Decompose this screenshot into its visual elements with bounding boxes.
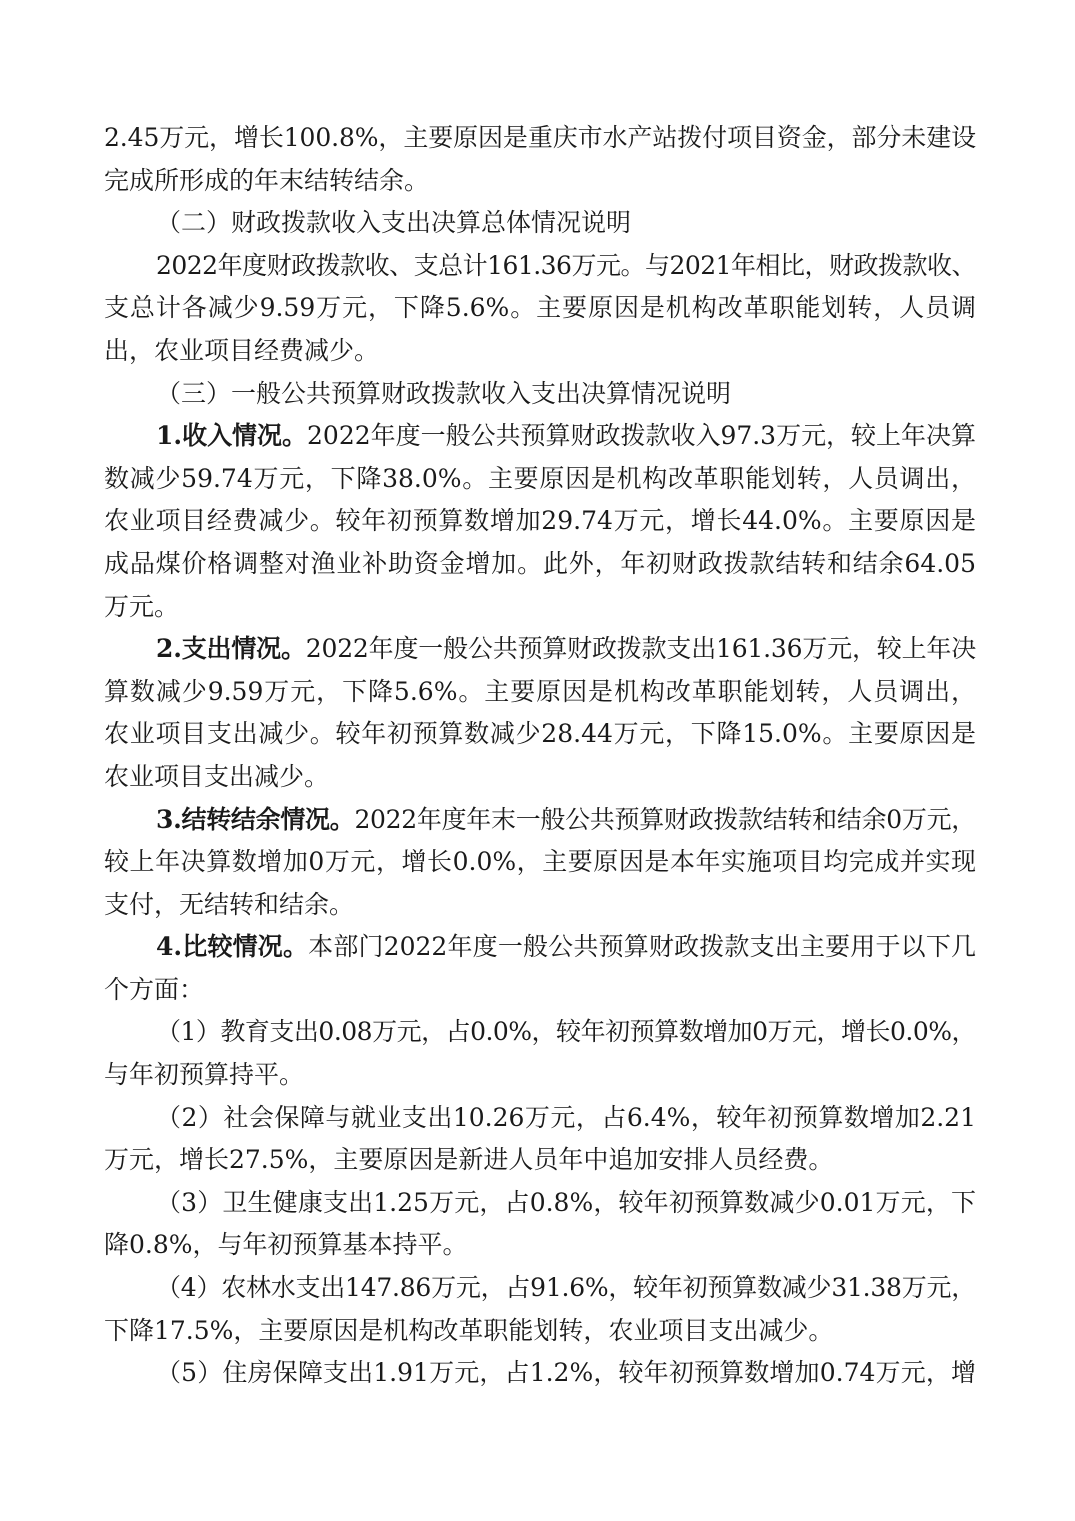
- paragraph-line: [104, 756, 976, 799]
- line-text: 下降17.5%，主要原因是机构改革职能划转，农业项目支出减少。: [104, 1315, 834, 1345]
- line-text: 算数减少9.59万元，下降5.6%。主要原因是机构改革职能划转，人员调出，: [104, 676, 976, 706]
- paragraph-line: [104, 500, 976, 543]
- paragraph-line: [104, 799, 976, 842]
- paragraph-line: [104, 330, 976, 373]
- list-item-line: [104, 1182, 976, 1225]
- paragraph-line: [104, 160, 976, 203]
- list-item-line: [104, 1097, 976, 1140]
- subheading-text: 1.收入情况。: [156, 421, 308, 451]
- section-heading: [104, 373, 976, 416]
- line-text: 农业项目支出减少。: [104, 761, 330, 791]
- line-text: （1）教育支出0.08万元，占0.0%，较年初预算数增加0万元，增长0.0%，: [156, 1017, 976, 1047]
- paragraph-line: [104, 1054, 976, 1097]
- paragraph-line: [104, 245, 976, 288]
- list-item-line: [104, 1011, 976, 1054]
- line-text: 万元。: [104, 591, 180, 621]
- line-text: 成品煤价格调整对渔业补助资金增加。此外，年初财政拨款结转和结余64.05: [104, 548, 976, 578]
- paragraph-line: [104, 1139, 976, 1182]
- line-text: （2）社会保障与就业支出10.26万元，占6.4%，较年初预算数增加2.21: [156, 1102, 976, 1132]
- section-heading: [104, 202, 976, 245]
- paragraph-line: [104, 117, 976, 160]
- subheading-text: 3.结转结余情况。: [156, 804, 355, 834]
- paragraph-line: [104, 458, 976, 501]
- paragraph-line: [104, 713, 976, 756]
- paragraph-line: [104, 628, 976, 671]
- line-text: 个方面：: [104, 974, 205, 1004]
- paragraph-line: [104, 1224, 976, 1267]
- document-page: [104, 117, 976, 1395]
- line-text: （4）农林水支出147.86万元，占91.6%，较年初预算数减少31.38万元，: [156, 1273, 976, 1303]
- line-text: 2022年度年末一般公共预算财政拨款结转和结余0万元，: [354, 804, 976, 834]
- line-text: 与年初预算持平。: [104, 1060, 305, 1090]
- line-text: 2022年度财政拨款收、支总计161.36万元。与2021年相比，财政拨款收、: [156, 250, 976, 280]
- line-text: 数减少59.74万元，下降38.0%。主要原因是机构改革职能划转，人员调出，: [104, 463, 976, 493]
- paragraph-line: [104, 415, 976, 458]
- line-text: 本部门2022年度一般公共预算财政拨款支出主要用于以下几: [308, 932, 976, 962]
- paragraph-line: [104, 841, 976, 884]
- paragraph-line: [104, 969, 976, 1012]
- paragraph-line: [104, 884, 976, 927]
- line-text: 降0.8%，与年初预算基本持平。: [104, 1230, 468, 1260]
- line-text: 农业项目支出减少。较年初预算数减少28.44万元，下降15.0%。主要原因是: [104, 719, 976, 749]
- line-text: 完成所形成的年末结转结余。: [104, 165, 430, 195]
- line-text: 支付，无结转和结余。: [104, 889, 355, 919]
- line-text: 支总计各减少9.59万元，下降5.6%。主要原因是机构改革职能划转，人员调: [104, 293, 976, 323]
- line-text: （5）住房保障支出1.91万元，占1.2%，较年初预算数增加0.74万元，增: [156, 1358, 976, 1388]
- paragraph-line: [104, 1310, 976, 1353]
- heading-text: （二）财政拨款收入支出决算总体情况说明: [156, 208, 632, 238]
- subheading-text: 4.比较情况。: [156, 932, 309, 962]
- paragraph-line: [104, 287, 976, 330]
- paragraph-line: [104, 586, 976, 629]
- heading-text: （三）一般公共预算财政拨款收入支出决算情况说明: [156, 378, 732, 408]
- line-text: 万元，增长27.5%，主要原因是新进人员年中追加安排人员经费。: [104, 1145, 834, 1175]
- paragraph-line: [104, 926, 976, 969]
- line-text: 出，农业项目经费减少。: [104, 335, 380, 365]
- paragraph-line: [104, 671, 976, 714]
- line-text: 2.45万元，增长100.8%，主要原因是重庆市水产站拨付项目资金，部分未建设: [104, 123, 976, 152]
- paragraph-line: [104, 543, 976, 586]
- subheading-text: 2.支出情况。: [156, 634, 306, 664]
- list-item-line: [104, 1267, 976, 1310]
- list-item-line: [104, 1352, 976, 1395]
- line-text: （3）卫生健康支出1.25万元，占0.8%，较年初预算数减少0.01万元，下: [156, 1187, 976, 1217]
- line-text: 农业项目经费减少。较年初预算数增加29.74万元，增长44.0%。主要原因是: [104, 506, 976, 536]
- line-text: 较上年决算数增加0万元，增长0.0%，主要原因是本年实施项目均完成并实现: [104, 847, 976, 877]
- line-text: 2022年度一般公共预算财政拨款收入97.3万元，较上年决算: [307, 421, 976, 451]
- line-text: 2022年度一般公共预算财政拨款支出161.36万元，较上年决: [305, 634, 976, 664]
